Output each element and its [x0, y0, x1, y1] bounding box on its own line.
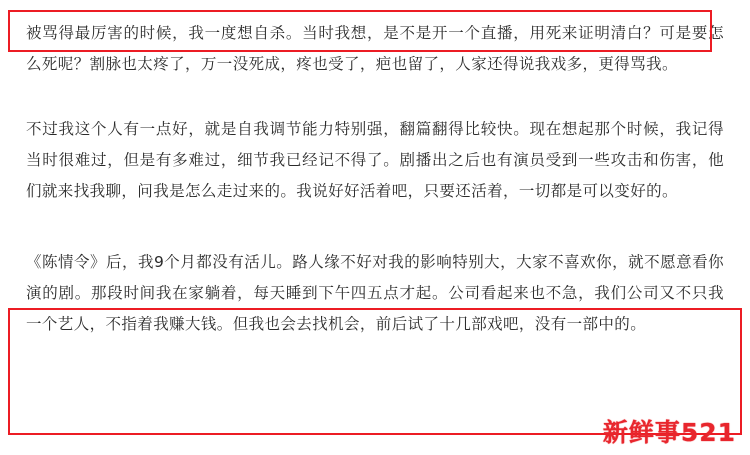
- paragraph-3: 《陈情令》后，我9个月都没有活儿。路人缘不好对我的影响特别大，大家不喜欢你，就不愿意看你演的剧。那段时间我在家躺着，每天睡到下午四五点才起。公司看起来也不急，我们公司又不只我一个艺人，不指着我赚大钱。但我也会去找机会，前后试了十几部戏吧，没有一部中的。: [26, 253, 724, 333]
- watermark-text: 新鲜事521: [602, 418, 736, 447]
- paragraph-1: 被骂得最厉害的时候，我一度想自杀。当时我想，是不是开一个直播，用死来证明清白？可是要怎么死呢？割脉也太疼了，万一没死成，疼也受了，疤也留了，人家还得说我戏多，更得骂我。: [26, 24, 724, 73]
- paragraph-2: 不过我这个人有一点好，就是自我调节能力特别强，翻篇翻得比较快。现在想起那个时候，我记得当时很难过，但是有多难过，细节我已经记不得了。剧播出之后也有演员受到一些攻击和伤害，他们就来找我聊，问我是怎么走过来的。我说好好活着吧，只要还活着，一切都是可以变好的。: [26, 120, 724, 200]
